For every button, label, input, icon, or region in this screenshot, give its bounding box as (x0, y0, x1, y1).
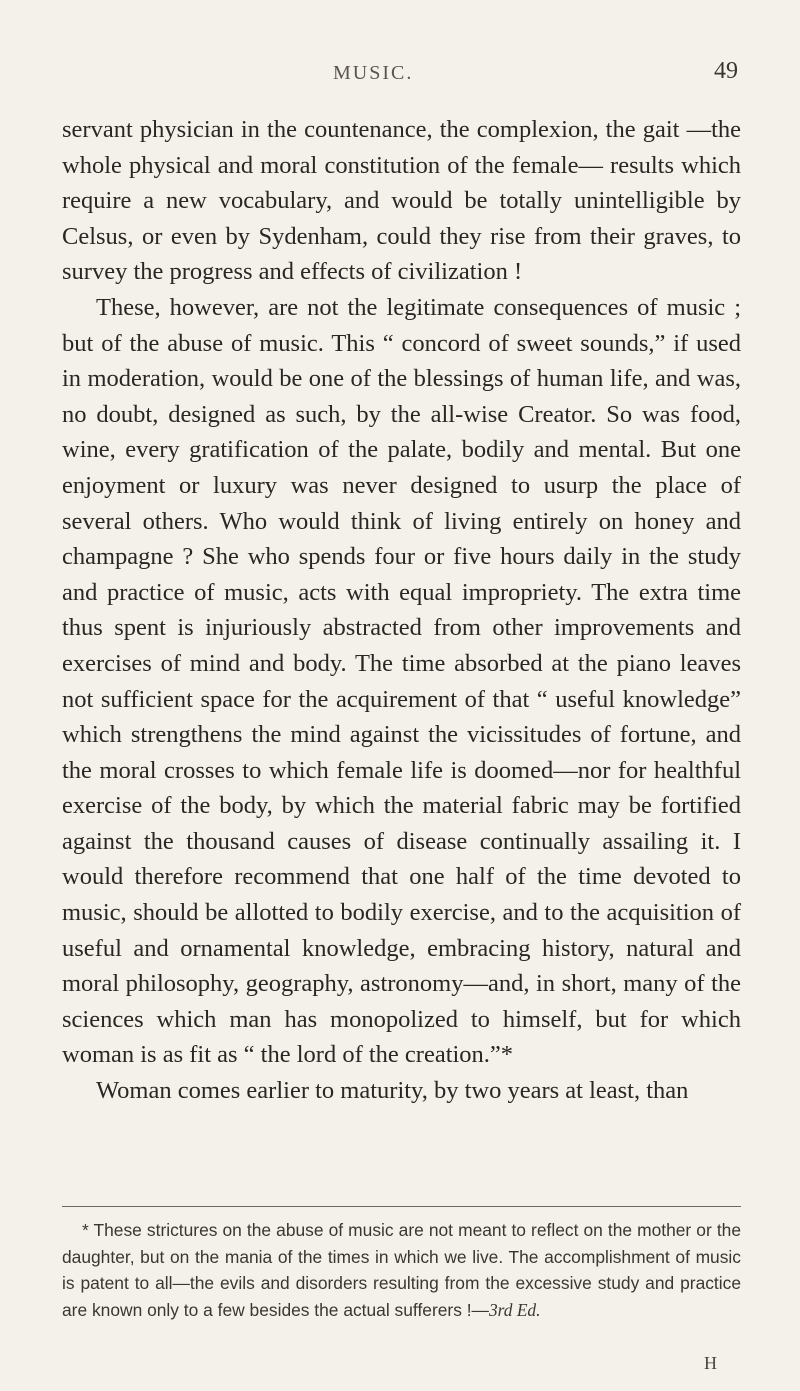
paragraph-1: servant physician in the countenance, the complexion, the gait —the whole physical and moral constitution of the female— results which require a new vocabulary, and would be totally unintelligible by Celsus, or even by Sydenham, could they rise from their graves, to survey the progress and effects of civilization ! (62, 116, 741, 286)
signature-mark: H (704, 1353, 717, 1373)
footnote (62, 1217, 741, 1323)
footnote-text: * These strictures on the abuse of music are not meant to reflect on the mother or the daughter, but on the mania of the times in which we live. The accomplishment of music is patent to all—the evils and disorders resulting from the excessive study and practice are known only to a few besides the actual sufferers !— (62, 1220, 741, 1320)
paragraph-2: These, however, are not the legitimate consequences of music ; but of the abuse of music. This “ concord of sweet sounds,” if used in moderation, would be one of the blessings of human life, and was, no doubt, designed as such, by the all-wise Creator. So was food, wine, every gratification of the palate, bodily and mental. But one enjoyment or luxury was never designed to usurp the place of several others. Who would think of living entirely on honey and champagne ? She who spends four or five hours daily in the study and practice of music, acts with equal impropriety. The extra time thus spent is injuriously abstracted from other improvements and exercises of mind and body. The time absorbed at the piano leaves not sufficient space for the acquirement of that “ useful knowledge” which strengthens the mind against the vicissitudes of fortune, and the moral crosses to which female life is doomed—nor for healthful exercise of the body, by which the material fabric may be fortified against the thousand causes of disease continually assailing it. I would therefore recommend that one half of the time devoted to music, should be allotted to bodily exercise, and to the acquisition of useful and ornamental knowledge, embracing history, natural and moral philosophy, geography, astronomy—and, in short, many of the sciences which man has monopolized to himself, but for which woman is as fit as “ the lord of the creation.”* (62, 293, 741, 1069)
page-number: 49 (714, 58, 738, 84)
paragraph-3: Woman comes earlier to maturity, by two years at least, than (96, 1077, 689, 1105)
footnote-edition: 3rd Ed. (488, 1299, 541, 1320)
running-head: MUSIC. (333, 62, 414, 84)
main-text (62, 112, 741, 1109)
footnote-divider (62, 1206, 741, 1207)
